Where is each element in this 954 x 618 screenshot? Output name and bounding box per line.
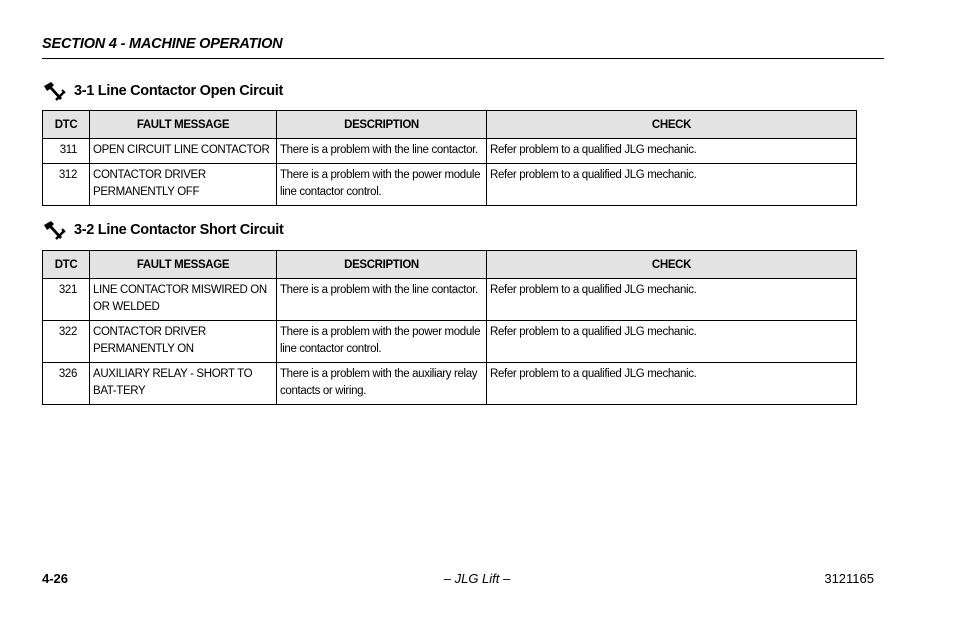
column-header-check: CHECK [487,251,857,279]
fault-table-3-2 [42,250,857,405]
column-header-description: DESCRIPTION [277,111,487,139]
table-header-row [43,111,857,139]
table-row [43,363,857,405]
description-cell: There is a problem with the power module line contactor control. [277,164,487,206]
description-cell: There is a problem with the line contactor. [277,279,487,321]
subsection-title: 3-1 Line Contactor Open Circuit [74,83,284,99]
dtc-cell: 322 [43,321,90,363]
dtc-cell: 321 [43,279,90,321]
fault-cell: CONTACTOR DRIVER PERMANENTLY ON [90,321,277,363]
fault-cell: OPEN CIRCUIT LINE CONTACTOR [90,139,277,164]
column-header-dtc: DTC [43,111,90,139]
check-cell: Refer problem to a qualified JLG mechanic. [487,164,857,206]
check-cell: Refer problem to a qualified JLG mechanic. [487,279,857,321]
table-row [43,139,857,164]
subsection-heading-3-1 [42,80,283,102]
column-header-fault: FAULT MESSAGE [90,251,277,279]
check-cell: Refer problem to a qualified JLG mechanic. [487,321,857,363]
table-row [43,279,857,321]
footer-title: – JLG Lift – [443,571,511,586]
fault-cell: CONTACTOR DRIVER PERMANENTLY OFF [90,164,277,206]
description-cell: There is a problem with the power module line contactor control. [277,321,487,363]
dtc-cell: 312 [43,164,90,206]
subsection-heading-3-2 [42,219,284,241]
dtc-cell: 311 [43,139,90,164]
table-row [43,321,857,363]
document-number: 3121165 [824,571,874,586]
column-header-fault: FAULT MESSAGE [90,111,277,139]
column-header-dtc: DTC [43,251,90,279]
fault-cell: AUXILIARY RELAY - SHORT TO BAT-TERY [90,363,277,405]
column-header-check: CHECK [487,111,857,139]
header-rule [42,58,884,59]
section-header: SECTION 4 - MACHINE OPERATION [42,36,283,52]
check-cell: Refer problem to a qualified JLG mechanic. [487,139,857,164]
check-cell: Refer problem to a qualified JLG mechanic. [487,363,857,405]
description-cell: There is a problem with the line contactor. [277,139,487,164]
dtc-cell: 326 [43,363,90,405]
description-cell: There is a problem with the auxiliary relay contacts or wiring. [277,363,487,405]
fault-table-3-1 [42,110,857,206]
fault-cell: LINE CONTACTOR MISWIRED ON OR WELDED [90,279,277,321]
table-header-row [43,251,857,279]
table-row [43,164,857,206]
page-number: 4-26 [42,571,69,586]
wrench-hammer-icon [42,219,66,241]
subsection-title: 3-2 Line Contactor Short Circuit [74,222,284,238]
wrench-hammer-icon [42,80,66,102]
column-header-description: DESCRIPTION [277,251,487,279]
